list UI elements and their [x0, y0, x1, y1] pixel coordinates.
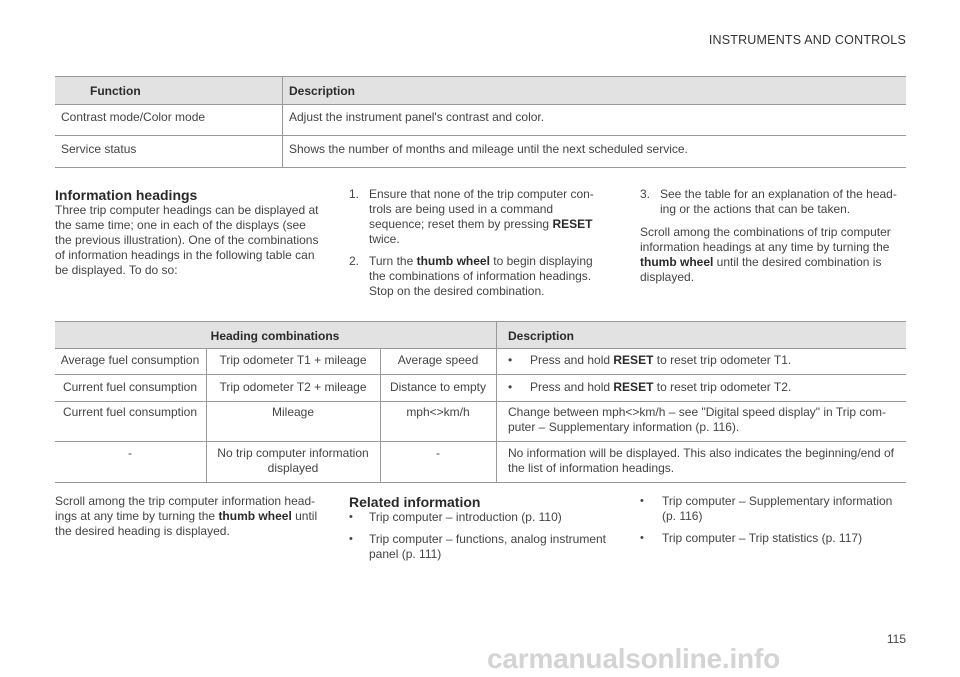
table2-cell: -: [128, 446, 132, 460]
related-link[interactable]: Trip computer – Trip statistics (p. 117): [662, 531, 863, 545]
scroll-paragraph: [640, 225, 906, 285]
related-item[interactable]: [640, 494, 906, 524]
table1-header-description: Description: [289, 84, 356, 98]
table1-row: [55, 136, 906, 168]
page-number: 115: [886, 632, 906, 646]
scroll-bold: thumb wheel: [640, 255, 714, 269]
table2-description: No information will be displayed. This also indicates the beginning/end of the list of information headings.: [508, 446, 895, 475]
bullet-icon: •: [508, 353, 513, 367]
step-text: Turn the: [369, 254, 417, 268]
bottom-text-end: until the desired heading is displayed.: [55, 509, 318, 538]
table1-cell-description: Adjust the instrument panel's contrast and color.: [289, 110, 545, 124]
table2-row: [55, 375, 906, 402]
related-section-continued: [640, 494, 906, 546]
table1-header: [55, 76, 906, 105]
table2-cell: Average speed: [397, 353, 479, 367]
step-item: [349, 187, 607, 247]
step-text-end: twice.: [369, 232, 400, 246]
table2-header: [55, 321, 906, 349]
table2-cell: -: [436, 446, 440, 460]
table1-cell-function: Contrast mode/Color mode: [61, 110, 206, 124]
info-body: Three trip computer headings can be displayed at the same time; one in each of the displays (see the previous illustration). One of the combinations of information headings in the following table can be displayed. To do so:: [55, 203, 319, 277]
step-item: [640, 187, 906, 217]
step-text-end: to begin displaying the combinations of information headings. Stop on the desired combination.: [369, 254, 593, 298]
table2-cell: Current fuel consumption: [62, 405, 198, 419]
bottom-bold: thumb wheel: [218, 509, 292, 523]
desc-text-end: to reset trip odometer T2.: [653, 380, 792, 394]
table2-cell: Mileage: [271, 405, 315, 419]
bullet-icon: •: [640, 495, 644, 507]
table1-cell-function: Service status: [61, 142, 137, 156]
bullet-icon: •: [640, 532, 644, 544]
related-link[interactable]: Trip computer – Supplementary information (p. 116): [662, 494, 893, 523]
related-heading: Related information: [349, 494, 481, 510]
desc-bold: RESET: [613, 353, 654, 367]
related-item[interactable]: [640, 531, 906, 546]
info-heading: Information headings: [55, 187, 198, 203]
scroll-text-end: until the desired combination is displayed.: [640, 255, 882, 284]
desc-text-end: to reset trip odometer T1.: [653, 353, 792, 367]
watermark: carmanualsonline.info: [487, 643, 780, 674]
step-number: 3.: [640, 187, 651, 201]
table1-cell-description: Shows the number of months and mileage until the next scheduled service.: [289, 142, 688, 156]
table1-header-function: Function: [90, 84, 141, 98]
step-number: 1.: [349, 187, 360, 201]
table2-description: Change between mph<>km/h – see "Digital speed display" in Trip com- puter – Supplementary information (p. 116).: [508, 405, 887, 434]
scroll-text: Scroll among the combinations of trip computer information headings at any time by turning the: [640, 225, 891, 254]
table2-header-combinations: Heading combinations: [210, 329, 340, 343]
table2-divider: [380, 348, 381, 482]
steps-list: [349, 187, 607, 299]
step-text: See the table for an explanation of the head- ing or the actions that can be taken.: [660, 187, 897, 216]
step-bold: thumb wheel: [416, 254, 490, 268]
section-header: INSTRUMENTS AND CONTROLS: [708, 33, 906, 47]
related-section: [349, 494, 611, 562]
table2-description: [508, 353, 903, 368]
desc-text: Press and hold: [530, 380, 614, 394]
related-link[interactable]: Trip computer – functions, analog instrument panel (p. 111): [369, 532, 607, 561]
step-text: Ensure that none of the trip computer con- trols are being used in a command sequence; reset them by pressing: [369, 187, 594, 231]
table1-divider: [282, 77, 283, 167]
table2-divider: [496, 322, 497, 482]
desc-text: Press and hold: [530, 353, 614, 367]
table2-header-description: Description: [508, 329, 575, 343]
table2-row: [55, 442, 906, 483]
table2-cell: No trip computer information displayed: [217, 446, 369, 475]
bullet-icon: •: [349, 533, 353, 545]
table1-row: [55, 104, 906, 136]
step-number: 2.: [349, 254, 360, 268]
related-link[interactable]: Trip computer – introduction (p. 110): [369, 510, 562, 524]
table2-description: [508, 380, 903, 395]
bullet-icon: •: [349, 511, 353, 523]
bullet-icon: •: [508, 380, 513, 394]
step-item: [349, 254, 607, 299]
table2-row: [55, 402, 906, 442]
desc-bold: RESET: [613, 380, 654, 394]
table2-cell: Distance to empty: [389, 380, 487, 394]
related-item[interactable]: [349, 532, 611, 562]
table2-cell: Average fuel consumption: [60, 353, 200, 367]
steps-continued: [640, 187, 906, 285]
table2-cell: Trip odometer T2 + mileage: [219, 380, 367, 394]
table2-divider: [206, 348, 207, 482]
related-item[interactable]: [349, 510, 611, 525]
info-section: [55, 187, 320, 278]
table2-cell: Current fuel consumption: [62, 380, 198, 394]
bottom-paragraph: [55, 494, 323, 539]
bottom-text: Scroll among the trip computer information head- ings at any time by turning the: [55, 494, 316, 523]
table2-cell: mph<>km/h: [406, 405, 470, 419]
table2-cell: Trip odometer T1 + mileage: [219, 353, 367, 367]
step-bold: RESET: [552, 217, 593, 231]
table2-row: [55, 348, 906, 375]
